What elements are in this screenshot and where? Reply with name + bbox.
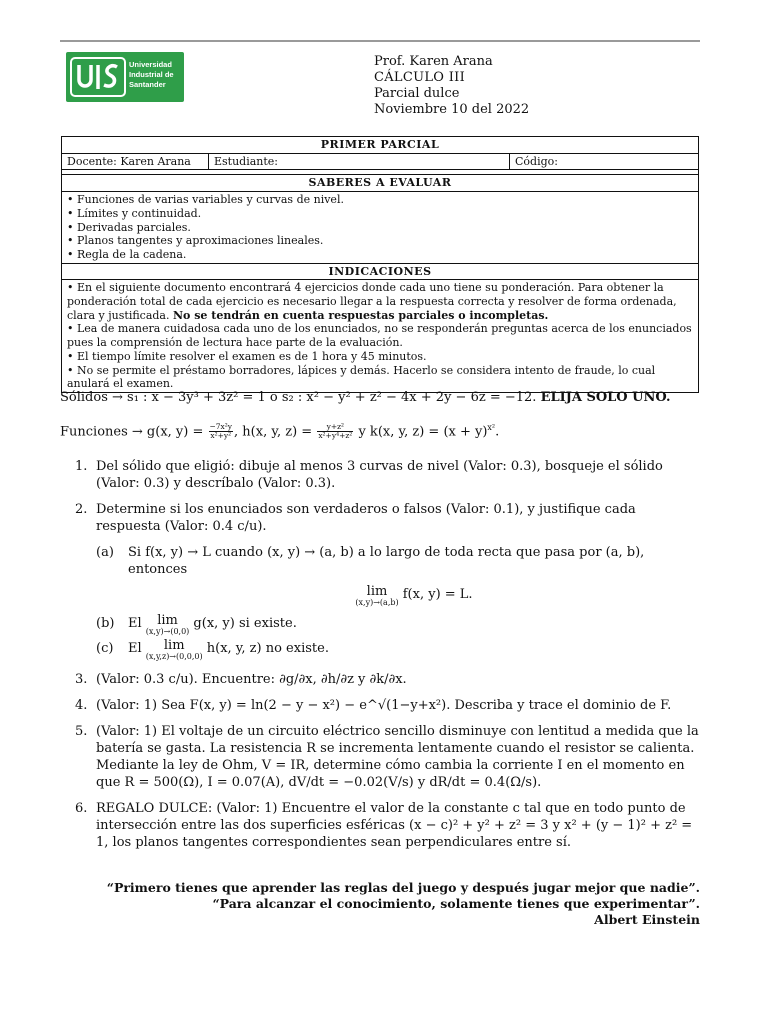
question-5 bbox=[75, 723, 700, 791]
exam-date: Noviembre 10 del 2022 bbox=[374, 102, 530, 117]
question-text: (Valor: 1) El voltaje de un circuito eléctrico sencillo disminuye con lentitud a medida que la batería se gasta. La resistencia R se incrementa lentamente cuando el resistor se calienta. Mediante la ley de Ohm, V = IR, determine cómo cambia la corriente I en el momento en que R = 500(Ω), I = 0.07(A), dV/dt = −0.02(V/s) y dR/dt = 0.4(Ω/s). bbox=[96, 724, 699, 790]
question-number: 1. bbox=[75, 459, 88, 474]
quote-2: “Para alcanzar el conocimiento, solamente tienes que experimentar”. bbox=[212, 896, 700, 911]
question-number: 5. bbox=[75, 724, 88, 739]
h-denominator: x²+y⁴+z² bbox=[318, 431, 353, 441]
logo-line: Santander bbox=[129, 80, 166, 89]
subquestion-label: (b) bbox=[96, 616, 115, 631]
solidos-bold: ELIJA SOLO UNO. bbox=[540, 390, 671, 405]
question-number: 2. bbox=[75, 502, 88, 517]
funciones-line bbox=[60, 420, 710, 440]
exam-info-table bbox=[61, 136, 699, 393]
subquestion-label: (c) bbox=[96, 641, 114, 656]
limit-symbol: lim bbox=[157, 613, 178, 628]
list-item: • Derivadas parciales. bbox=[67, 220, 191, 234]
question-text: (Valor: 1) Sea F(x, y) = ln(2 − y − x²) − e^√(1−y+x²). Describa y trace el dominio de F. bbox=[96, 698, 672, 713]
header-info bbox=[374, 54, 529, 118]
codigo-cell: Código: bbox=[510, 153, 699, 170]
limit-operator bbox=[146, 615, 189, 636]
k-end: . bbox=[495, 424, 500, 440]
list-item: • El tiempo límite resolver el examen es de 1 hora y 45 minutos. bbox=[67, 349, 427, 363]
question-1 bbox=[75, 458, 700, 492]
top-rule bbox=[60, 40, 700, 42]
indicaciones-title: INDICACIONES bbox=[62, 263, 699, 280]
h-numerator: y+z² bbox=[317, 423, 353, 432]
k-exponent: x² bbox=[487, 423, 496, 432]
solidos-line bbox=[60, 390, 710, 406]
g-fraction bbox=[209, 423, 234, 440]
subquestion-post: h(x, y, z) no existe. bbox=[206, 641, 329, 656]
question-number: 6. bbox=[75, 801, 88, 816]
subquestion-pre: El bbox=[128, 641, 142, 656]
g-denominator: x²+y² bbox=[210, 431, 232, 441]
limit-value: f(x, y) = L. bbox=[402, 587, 473, 602]
quote-author: Albert Einstein bbox=[594, 912, 700, 927]
list-item bbox=[67, 281, 693, 322]
list-item: • Planos tangentes y aproximaciones lineales. bbox=[67, 234, 324, 248]
quote-1: “Primero tienes que aprender las reglas del juego y después jugar mejor que nadie”. bbox=[106, 880, 700, 895]
logo-text bbox=[129, 60, 174, 90]
question-number: 4. bbox=[75, 698, 88, 713]
formulas-block bbox=[60, 390, 710, 440]
question-2 bbox=[75, 501, 700, 661]
list-item: • Regla de la cadena. bbox=[67, 247, 187, 261]
limit-subscript: (x,y)→(0,0) bbox=[145, 627, 190, 636]
subquestion-post: g(x, y) si existe. bbox=[193, 616, 297, 631]
limit-operator bbox=[146, 640, 203, 661]
limit-symbol: lim bbox=[366, 584, 388, 599]
list-item: • Lea de manera cuidadosa cada uno de los enunciados, no se responderán preguntas acerca de los enunciados pues la comprensión de lectura hace parte de la evaluación. bbox=[67, 322, 692, 350]
h-fraction bbox=[317, 423, 353, 440]
limit-expression bbox=[128, 586, 700, 607]
question-text: REGALO DULCE: (Valor: 1) Encuentre el valor de la constante c tal que en todo punto de intersección entre las dos superficies esféricas (x − c)² + y² + z² = 3 y x² + (y − 1)² + z² = 1, los planos tangentes correspondientes sean perpendiculares entre sí. bbox=[96, 801, 693, 850]
h-prefix: , h(x, y, z) = bbox=[234, 424, 313, 440]
quotes-block bbox=[60, 880, 700, 928]
university-logo bbox=[66, 52, 184, 102]
course-title: CÁLCULO III bbox=[374, 70, 465, 85]
docente-cell: Docente: Karen Arana bbox=[62, 153, 209, 170]
question-6 bbox=[75, 800, 700, 851]
professor-name: Prof. Karen Arana bbox=[374, 54, 493, 69]
question-2b bbox=[96, 615, 700, 636]
question-2c bbox=[96, 640, 700, 661]
solidos-text: Sólidos → s₁ : x − 3y³ + 3z² = 1 o s₂ : x² − y² + z² − 4x + 2y − 6z = −12. bbox=[60, 390, 537, 405]
limit-subscript: (x,y)→(a,b) bbox=[355, 598, 399, 607]
list-item: • No se permite el préstamo borradores, lápices y demás. Hacerlo se considera intento de fraude, lo cual anulará el examen. bbox=[67, 363, 656, 391]
g-numerator: −7x²y bbox=[209, 422, 233, 432]
exam-name: Parcial dulce bbox=[374, 86, 460, 101]
subquestion-label: (a) bbox=[96, 545, 114, 560]
question-text: (Valor: 0.3 c/u). Encuentre: ∂g/∂x, ∂h/∂z y ∂k/∂x. bbox=[96, 672, 407, 687]
table-title: PRIMER PARCIAL bbox=[62, 137, 699, 154]
k-text: y k(x, y, z) = (x + y) bbox=[354, 424, 488, 440]
question-3 bbox=[75, 671, 700, 688]
saberes-title: SABERES A EVALUAR bbox=[62, 175, 699, 192]
list-item: • Límites y continuidad. bbox=[67, 206, 202, 220]
uis-emblem-icon bbox=[70, 57, 126, 97]
question-2a bbox=[96, 544, 700, 607]
list-item: • Funciones de varias variables y curvas de nivel. bbox=[67, 193, 344, 207]
limit-subscript: (x,y,z)→(0,0,0) bbox=[145, 652, 203, 661]
saberes-list bbox=[62, 192, 699, 264]
logo-line: Industrial de bbox=[129, 70, 174, 79]
subquestion-pre: El bbox=[128, 616, 142, 631]
logo-line: Universidad bbox=[129, 60, 172, 69]
question-4 bbox=[75, 697, 700, 714]
indicacion-text: • En el siguiente documento encontrará 4 ejercicios donde cada uno tiene su ponderación. Para obtener la ponderación total de cada ejercicio es necesario llegar a la respuesta correcta y resolver de forma ordenada, clara y justificada. bbox=[67, 281, 677, 322]
questions-list bbox=[75, 458, 700, 851]
indicacion-bold: No se tendrán en cuenta respuestas parciales o incompletas. bbox=[173, 308, 549, 322]
limit-symbol: lim bbox=[163, 638, 185, 653]
subquestion-text: Si f(x, y) → L cuando (x, y) → (a, b) a lo largo de toda recta que pasa por (a, b), entonces bbox=[128, 545, 645, 577]
question-text: Del sólido que eligió: dibuje al menos 3 curvas de nivel (Valor: 0.3), bosqueje el sólido (Valor: 0.3) y descríbalo (Valor: 0.3). bbox=[96, 459, 663, 491]
funciones-prefix: Funciones → g(x, y) = bbox=[60, 424, 204, 440]
question-text: Determine si los enunciados son verdaderos o falsos (Valor: 0.1), y justifique cada respuesta (Valor: 0.4 c/u). bbox=[96, 502, 636, 534]
indicaciones-list bbox=[62, 280, 699, 393]
question-number: 3. bbox=[75, 672, 88, 687]
estudiante-cell: Estudiante: bbox=[209, 153, 510, 170]
limit-operator bbox=[355, 586, 398, 607]
